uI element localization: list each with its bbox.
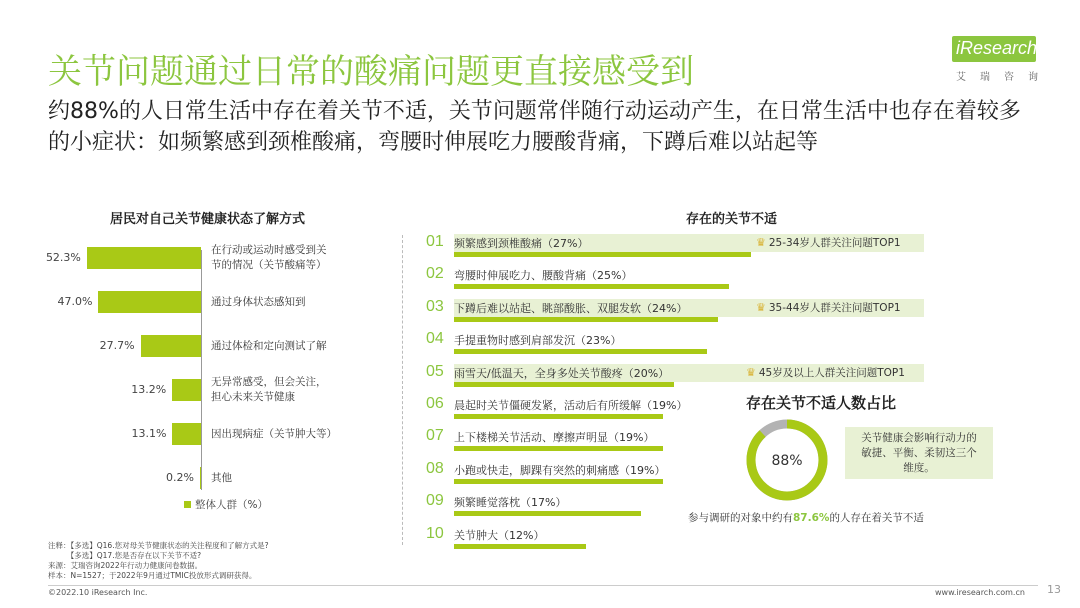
page-title: 关节问题通过日常的酸痛问题更直接感受到 <box>48 52 694 92</box>
category-label-line: 其他 <box>211 471 232 484</box>
legend-label: 整体人群（%） <box>195 499 268 511</box>
category-label-line: 无异常感受，但会关注， <box>211 376 327 388</box>
copyright: ©2022.10 iResearch Inc. <box>48 588 148 597</box>
bar <box>454 446 663 451</box>
note-line: 注释：【多选】Q16.您对母关节健康状态的关注程度和了解方式是? <box>48 541 269 550</box>
bar <box>454 317 718 322</box>
rank-number: 09 <box>426 492 444 510</box>
crown-icon: ♛ <box>746 365 756 379</box>
donut-note <box>688 510 924 525</box>
rank-number: 03 <box>426 297 444 315</box>
bar <box>454 511 641 516</box>
rank-number: 08 <box>426 459 444 477</box>
bar-value-label: 47.0% <box>57 295 93 308</box>
donut-note-before: 参与调研的对象中约有 <box>688 512 793 524</box>
bar-value-label: 13.2% <box>131 383 167 396</box>
bar-value-label: 0.2% <box>166 471 194 484</box>
rank-number: 10 <box>426 524 444 542</box>
bar <box>454 349 707 354</box>
footer-website: www.iresearch.com.cn <box>935 588 1025 597</box>
rank-number: 01 <box>426 233 444 250</box>
donut-callout-line: 关节健康会影响行动力的 <box>861 432 977 444</box>
rank-number: 07 <box>426 427 444 445</box>
top1-annotation <box>756 300 901 315</box>
category-label-line: 通过身体状态感知到 <box>211 295 306 308</box>
issue-label: 频繁感到颈椎酸痛（27%） <box>454 237 589 250</box>
crown-icon: ♛ <box>756 236 766 249</box>
donut-callout <box>845 427 993 479</box>
category-label-line: 通过体检和定向测试了解 <box>211 339 327 352</box>
donut-note-after: 的人存在着关节不适 <box>829 512 924 524</box>
page-number: 13 <box>1047 583 1061 596</box>
note-line: 样本：N=1527；于2022年9月通过TMIC投放形式调研获得。 <box>48 571 257 580</box>
donut-note-highlight: 87.6% <box>793 512 830 524</box>
issue-label: 弯腰时伸展吃力、腰酸背痛（25%） <box>454 269 633 283</box>
bar <box>454 284 729 289</box>
bar <box>454 479 663 484</box>
logo-cn-text: 艾瑞咨询 <box>956 72 1052 83</box>
rank-number: 05 <box>426 362 444 380</box>
source-notes <box>48 541 269 581</box>
logo-text: iResearch <box>956 38 1038 58</box>
bar <box>454 414 663 419</box>
bar-value-label: 13.1% <box>131 427 167 440</box>
issue-label: 手提重物时感到肩部发沉（23%） <box>454 334 622 348</box>
note-line: 来源：艾瑞咨询2022年行动力健康问卷数据。 <box>48 561 203 570</box>
annotation-text: 45岁及以上人群关注问题TOP1 <box>758 366 905 379</box>
donut-chart <box>744 417 830 503</box>
donut-center-label: 88% <box>771 453 803 469</box>
bar <box>454 252 751 257</box>
category-label-line: 节的情况（关节酸痛等） <box>211 259 327 271</box>
rank-number: 02 <box>426 265 444 283</box>
bar-value-label: 52.3% <box>45 251 81 264</box>
category-label-line: 担心未来关节健康 <box>211 391 295 403</box>
donut-callout-line: 维度。 <box>903 462 935 474</box>
issue-label: 关节肿大（12%） <box>454 528 545 542</box>
issue-label: 雨雪天/低温天，全身多处关节酸疼（20%） <box>454 366 670 380</box>
donut-title: 存在关节不适人数占比 <box>746 394 897 412</box>
left-chart-title: 居民对自己关节健康状态了解方式 <box>110 212 306 227</box>
issue-label: 频繁睡觉落枕（17%） <box>454 496 567 510</box>
top1-annotation <box>746 365 905 380</box>
category-label-line: 因出现病症（关节肿大等） <box>211 427 337 440</box>
issue-label: 上下楼梯关节活动、摩擦声明显（19%） <box>454 431 655 445</box>
annotation-text: 35-44岁人群关注问题TOP1 <box>768 301 901 314</box>
category-label-line: 在行动或运动时感受到关 <box>211 244 327 256</box>
middle-chart-title: 存在的关节不适 <box>686 212 778 227</box>
rank-number: 06 <box>426 395 444 412</box>
issue-label: 晨起时关节僵硬发紧，活动后有所缓解（19%） <box>454 399 688 412</box>
page-subtitle: 约88%的人日常生活中存在着关节不适，关节问题常伴随行动运动产生，在日常生活中也存在着较多的小症状：如频繁感到颈椎酸痛，弯腰时伸展吃力腰酸背痛，下蹲后难以站起等 <box>48 99 1021 155</box>
top1-annotation <box>756 235 901 250</box>
bar-value-label: 27.7% <box>99 339 135 352</box>
issue-label: 小跑或快走，脚踝有突然的刺痛感（19%） <box>454 463 666 477</box>
donut-callout-line: 敏捷、平衡、柔韧这三个 <box>861 447 977 459</box>
annotation-text: 25-34岁人群关注问题TOP1 <box>768 237 901 249</box>
crown-icon: ♛ <box>756 300 766 314</box>
rank-number: 04 <box>426 330 444 348</box>
bar <box>454 382 674 387</box>
note-line: 【多选】Q17.您是否存在以下关节不适? <box>48 551 202 560</box>
footer-divider <box>48 585 1038 586</box>
issue-label: 下蹲后难以站起、眺部酸胀、双腿发软（24%） <box>454 301 688 315</box>
bar <box>454 544 586 549</box>
